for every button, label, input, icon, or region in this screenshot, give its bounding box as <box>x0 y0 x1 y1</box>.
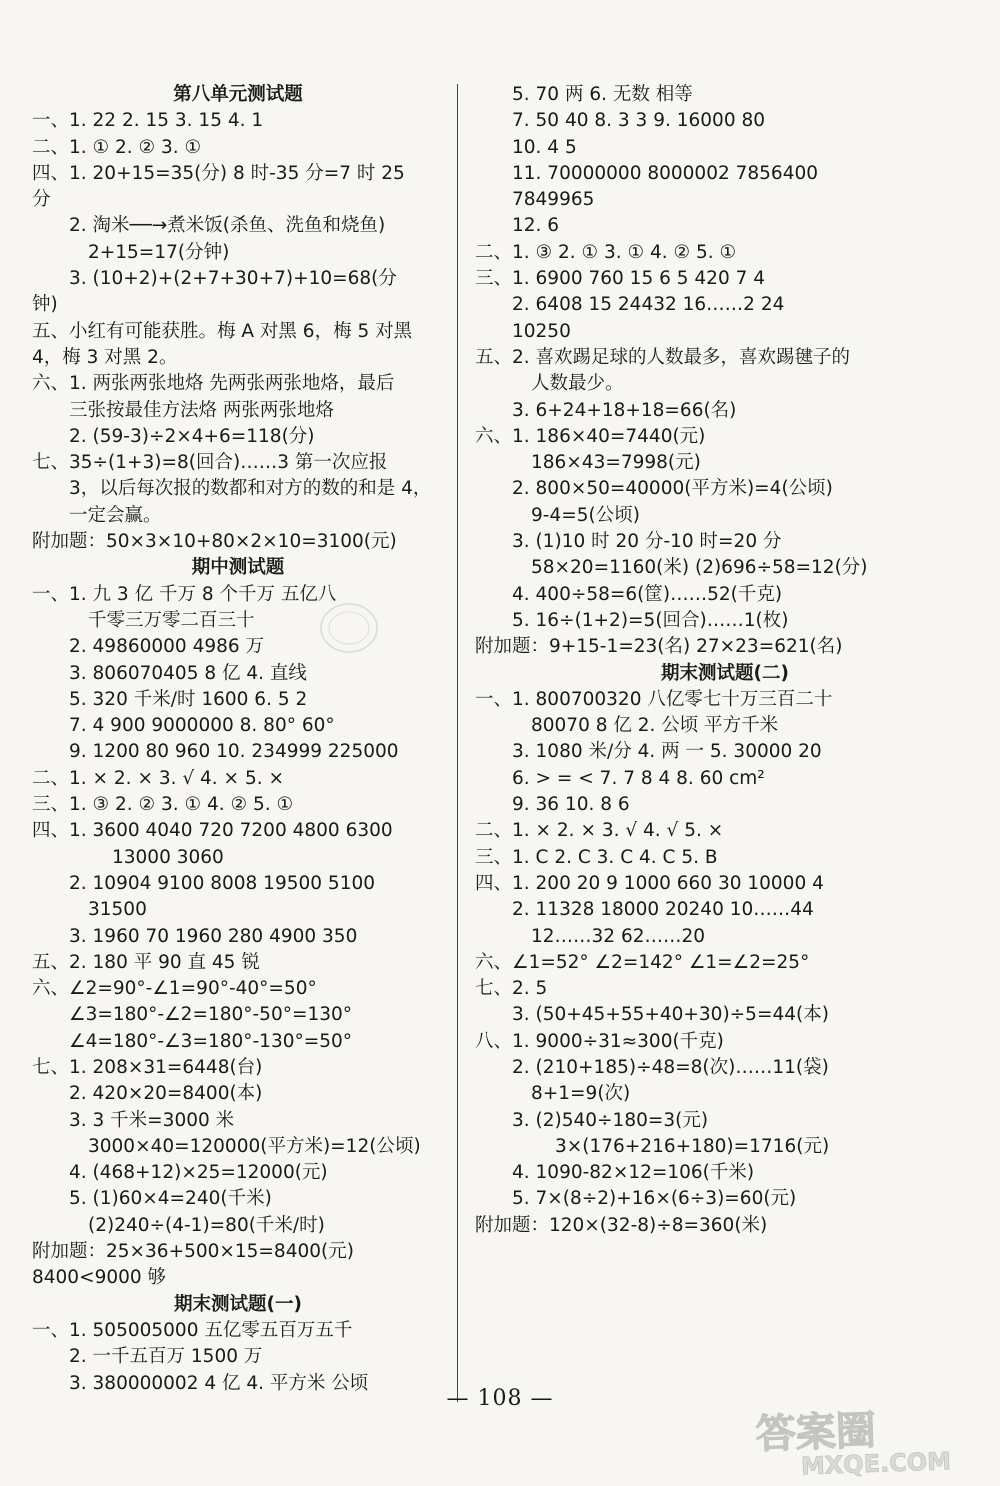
answer-line: 2. 一千五百万 1500 万 <box>69 1346 263 1368</box>
answer-line: 2. 淘米──→煮米饭(杀鱼、洗鱼和烧鱼) <box>69 215 386 237</box>
answer-line: 7. 4 900 9000000 8. 80° 60° <box>69 715 335 737</box>
answer-line: 5. (1)60×4=240(千米) <box>69 1188 272 1210</box>
answer-line: 6. > = < 7. 7 8 4 8. 60 cm² <box>512 767 765 789</box>
answer-line: 4. 1090-82×12=106(千米) <box>512 1162 755 1184</box>
answer-line: ∠3=180°-∠2=180°-50°=130° <box>69 1004 353 1026</box>
answer-line: 31500 <box>88 899 147 921</box>
svg-text:答案圈: 答案圈 <box>754 1407 877 1458</box>
answer-line: 附加题：120×(32-8)÷8=360(米) <box>475 1214 768 1236</box>
answer-line: 三张按最佳方法烙 两张两张地烙 <box>69 399 334 421</box>
answer-line: 9. 1200 80 960 10. 234999 225000 <box>69 741 399 763</box>
page-number: — 108 — <box>446 1386 554 1411</box>
answer-line: 四、1. 3600 4040 720 7200 4800 6300 <box>32 820 393 842</box>
answer-line: 7849965 <box>512 189 595 211</box>
answer-line: 2+15=17(分钟) <box>88 241 230 263</box>
answer-line: 四、1. 200 20 9 1000 660 30 10000 4 <box>475 872 824 894</box>
answer-line: 12. 6 <box>512 215 560 237</box>
answer-line: 六、∠2=90°-∠1=90°-40°=50° <box>32 978 317 1000</box>
answer-line: 一、1. 九 3 亿 千万 8 个千万 五亿八 <box>32 583 337 605</box>
answer-line: 三、1. C 2. C 3. C 4. C 5. B <box>475 846 718 868</box>
column-divider <box>457 84 458 1402</box>
answer-line: 2. (210+185)÷48=8(次)……11(袋) <box>512 1056 829 1078</box>
answer-line: 2. 49860000 4986 万 <box>69 636 265 658</box>
answer-line: 2. 800×50=40000(平方米)=4(公顷) <box>512 478 833 500</box>
answer-line: 80070 8 亿 2. 公顷 平方千米 <box>531 715 779 737</box>
answer-line: 3. 6+24+18+18=66(名) <box>512 399 737 421</box>
answer-line: 2. (59-3)÷2×4+6=118(分) <box>69 425 315 447</box>
answer-line: 二、1. ③ 2. ① 3. ① 4. ② 5. ① <box>475 241 737 263</box>
answer-line: 八、1. 9000÷31≈300(千克) <box>475 1030 724 1052</box>
answer-line: 四、1. 20+15=35(分) 8 时-35 分=7 时 25 <box>32 162 405 184</box>
answer-line: 2. 10904 9100 8008 19500 5100 <box>69 872 375 894</box>
answer-line: 13000 3060 <box>112 846 224 868</box>
answer-line: 二、1. × 2. × 3. √ 4. √ 5. × <box>475 820 724 842</box>
answer-line: 分 <box>32 189 51 211</box>
answer-line: 11. 70000000 8000002 7856400 <box>512 162 819 184</box>
stamp-icon <box>318 600 380 656</box>
answer-line: 3. (50+45+55+40+30)÷5=44(本) <box>512 1004 829 1026</box>
answer-line: 9. 36 10. 8 6 <box>512 794 630 816</box>
answer-line: 8400<9000 够 <box>32 1267 167 1289</box>
left-answer-column <box>32 82 444 1397</box>
answer-line: 3. 1960 70 1960 280 4900 350 <box>69 925 358 947</box>
answer-line: 3. 3 千米=3000 米 <box>69 1109 235 1131</box>
answer-line: 五、小红有可能获胜。梅 A 对黑 6，梅 5 对黑 <box>32 320 413 342</box>
answer-line: 钟) <box>32 294 58 316</box>
answer-line: 附加题：9+15-1=23(名) 27×23=621(名) <box>475 636 843 658</box>
answer-line: 5. 70 两 6. 无数 相等 <box>512 84 693 105</box>
answer-line: 4. (468+12)×25=12000(元) <box>69 1162 328 1184</box>
answer-line: 七、2. 5 <box>475 978 548 1000</box>
svg-text:MXQE.COM: MXQE.COM <box>800 1447 952 1481</box>
answer-line: 2. 420×20=8400(本) <box>69 1083 263 1105</box>
section-heading: 期末测试题(二) <box>661 662 789 684</box>
answer-line: 3. 380000002 4 亿 4. 平方米 公顷 <box>69 1372 369 1394</box>
answer-line: 六、1. 两张两张地烙 先两张两张地烙，最后 <box>32 373 395 395</box>
answer-line: 一、1. 22 2. 15 3. 15 4. 1 <box>32 110 264 132</box>
answer-line: 千零三万零二百三十 <box>88 609 255 631</box>
answer-line: 4. 400÷58=6(筐)……52(千克) <box>512 583 783 605</box>
answer-line: 三、1. 6900 760 15 6 5 420 7 4 <box>475 268 766 290</box>
right-answer-column <box>475 82 975 1239</box>
answer-line: ∠4=180°-∠3=180°-130°=50° <box>69 1030 353 1052</box>
answer-line: 3. 1080 米/分 4. 两 一 5. 30000 20 <box>512 741 822 763</box>
answer-line: 3000×40=120000(平方米)=12(公顷) <box>88 1135 421 1157</box>
answer-line: 七、1. 208×31=6448(台) <box>32 1056 263 1078</box>
answer-line: 2. 11328 18000 20240 10……44 <box>512 899 814 921</box>
answer-line: 3，以后每次报的数都和对方的数的和是 4， <box>69 478 432 500</box>
answer-line: 5. 320 千米/时 1600 6. 5 2 <box>69 688 308 710</box>
section-heading: 期中测试题 <box>191 557 285 579</box>
answer-line: 附加题：25×36+500×15=8400(元) <box>32 1241 354 1263</box>
answer-line: 3. (2)540÷180=3(元) <box>512 1109 709 1131</box>
answer-line: 七、35÷(1+3)=8(回合)……3 第一次应报 <box>32 452 388 474</box>
answer-line: 10250 <box>512 320 571 342</box>
answer-line: 186×43=7998(元) <box>531 452 701 474</box>
answer-line: 一定会赢。 <box>69 504 162 526</box>
answer-line: 六、1. 186×40=7440(元) <box>475 425 706 447</box>
answer-line: 3. (1)10 时 20 分-10 时=20 分 <box>512 531 782 553</box>
answer-line: 五、2. 喜欢踢足球的人数最多，喜欢踢毽子的 <box>475 346 851 368</box>
answer-line: 人数最少。 <box>531 373 624 395</box>
watermark-logo <box>747 1396 990 1482</box>
answer-line: 7. 50 40 8. 3 3 9. 16000 80 <box>512 110 766 132</box>
section-heading: 第八单元测试题 <box>173 84 303 105</box>
answer-line: 二、1. ① 2. ② 3. ① <box>32 136 202 158</box>
answer-line: 10. 4 5 <box>512 136 577 158</box>
answer-line: (2)240÷(4-1)=80(千米/时) <box>88 1214 325 1236</box>
answer-line: 4，梅 3 对黑 2。 <box>32 346 178 368</box>
answer-line: 一、1. 800700320 八亿零七十万三百二十 <box>475 688 833 710</box>
answer-line: 9-4=5(公顷) <box>531 504 640 526</box>
answer-line: 8+1=9(次) <box>531 1083 631 1105</box>
section-heading: 期末测试题(一) <box>174 1293 302 1315</box>
answer-line: 2. 6408 15 24432 16……2 24 <box>512 294 785 316</box>
answer-line: 三、1. ③ 2. ② 3. ① 4. ② 5. ① <box>32 794 294 816</box>
answer-line: 5. 7×(8÷2)+16×(6÷3)=60(元) <box>512 1188 797 1210</box>
answer-line: 3. 806070405 8 亿 4. 直线 <box>69 662 307 684</box>
answer-line: 5. 16÷(1+2)=5(回合)……1(枚) <box>512 609 789 631</box>
answer-line: 58×20=1160(米) (2)696÷58=12(分) <box>531 557 868 579</box>
answer-line: 3×(176+216+180)=1716(元) <box>555 1135 830 1157</box>
answer-line: 六、∠1=52° ∠2=142° ∠1=∠2=25° <box>475 951 810 973</box>
answer-line: 五、2. 180 平 90 直 45 锐 <box>32 951 260 973</box>
answer-line: 12……32 62……20 <box>531 925 706 947</box>
answer-line: 二、1. × 2. × 3. √ 4. × 5. × <box>32 767 284 789</box>
answer-line: 附加题：50×3×10+80×2×10=3100(元) <box>32 531 397 553</box>
answer-line: 3. (10+2)+(2+7+30+7)+10=68(分 <box>69 268 397 290</box>
answer-line: 一、1. 505005000 五亿零五百万五千 <box>32 1319 353 1341</box>
